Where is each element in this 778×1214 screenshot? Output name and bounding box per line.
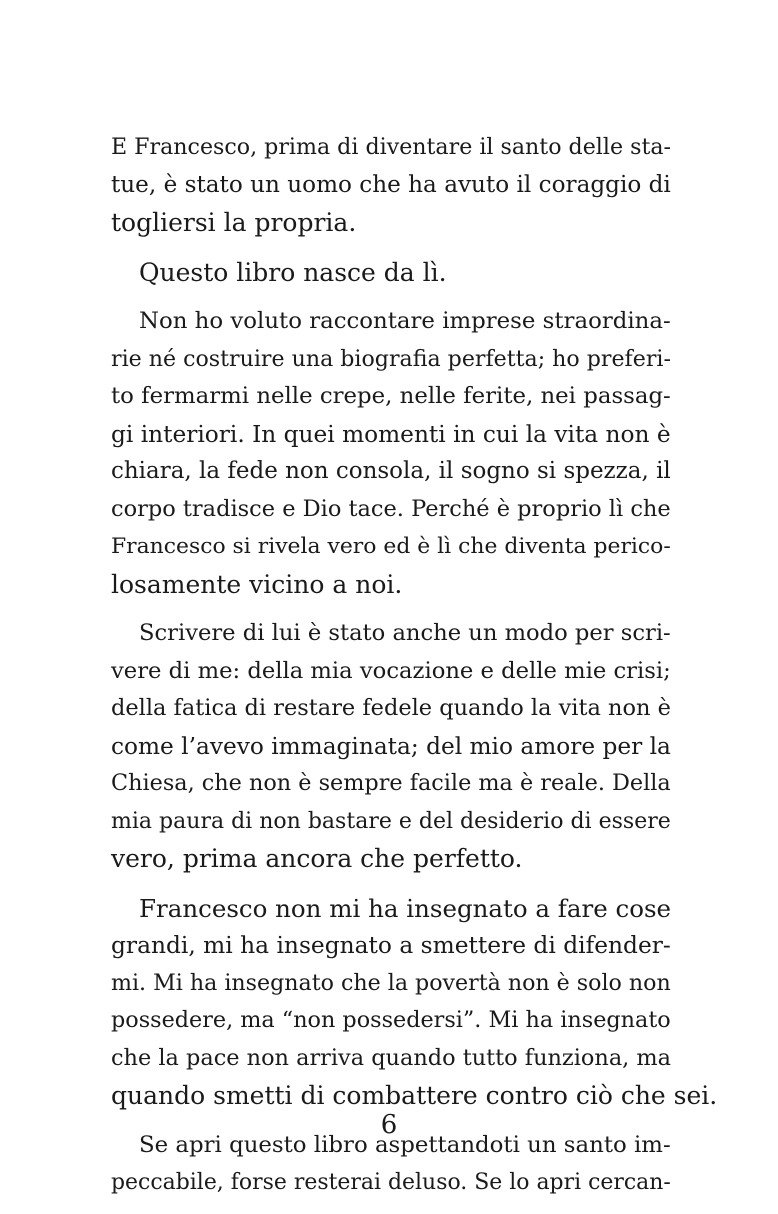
text-line: E Francesco, prima di diventare il santo delle sta-	[111, 134, 671, 160]
paragraph	[111, 254, 671, 292]
text-line: Chiesa, che non è sempre facile ma è reale. Della	[111, 770, 671, 796]
text-line: mia paura di non bastare e del desiderio di essere	[111, 808, 671, 834]
paragraph	[111, 890, 718, 1115]
text-line: della fatica di restare fedele quando la vita non è	[111, 695, 671, 721]
page-number: 6	[380, 1110, 398, 1140]
text-line: losamente vicino a noi.	[111, 569, 403, 599]
text-line: to fermarmi nelle crepe, nelle ferite, nei passag-	[111, 383, 671, 409]
text-line: Francesco non mi ha insegnato a fare cose	[139, 893, 672, 923]
text-line: tue, è stato un uomo che ha avuto il coraggio di	[111, 171, 671, 198]
paragraph	[111, 303, 671, 603]
text-line: vere di me: della mia vocazione e delle mie crisi;	[111, 657, 671, 684]
text-line: rie né costruire una biografia perfetta; ho preferi-	[111, 345, 671, 372]
text-line: che la pace non arriva quando tutto funziona, ma	[111, 1044, 672, 1071]
text-line: Non ho voluto raccontare imprese straordina-	[139, 308, 671, 334]
text-line: Scrivere di lui è stato anche un modo per scri-	[139, 620, 671, 646]
text-line: peccabile, forse resterai deluso. Se lo apri cercan-	[111, 1170, 671, 1195]
text-line: chiara, la fede non consola, il sogno si spezza, il	[111, 458, 671, 484]
text-line: mi. Mi ha insegnato che la povertà non è solo non	[111, 969, 671, 996]
text-line: gi interiori. In quei momenti in cui la vita non è	[111, 420, 671, 448]
text-line: vero, prima ancora che perfetto.	[111, 844, 523, 873]
paragraph	[111, 129, 671, 242]
text-line: quando smetti di combattere contro ciò che sei.	[111, 1081, 718, 1110]
text-line: togliersi la propria.	[111, 208, 357, 237]
text-line: grandi, mi ha insegnato a smettere di difender-	[111, 932, 671, 959]
text-line: come l’avevo immaginata; del mio amore per la	[111, 732, 671, 760]
text-line: Se apri questo libro aspettandoti un santo im-	[139, 1131, 671, 1158]
text-line: corpo tradisce e Dio tace. Perché è proprio lì che	[111, 495, 671, 522]
text-line: possedere, ma “non possedersi”. Mi ha insegnato	[111, 1007, 671, 1033]
paragraph	[111, 615, 671, 878]
text-line: Francesco si rivela vero ed è lì che diventa perico-	[111, 534, 671, 559]
body-text	[111, 129, 718, 1214]
text-line: Questo libro nasce da lì.	[139, 257, 447, 287]
